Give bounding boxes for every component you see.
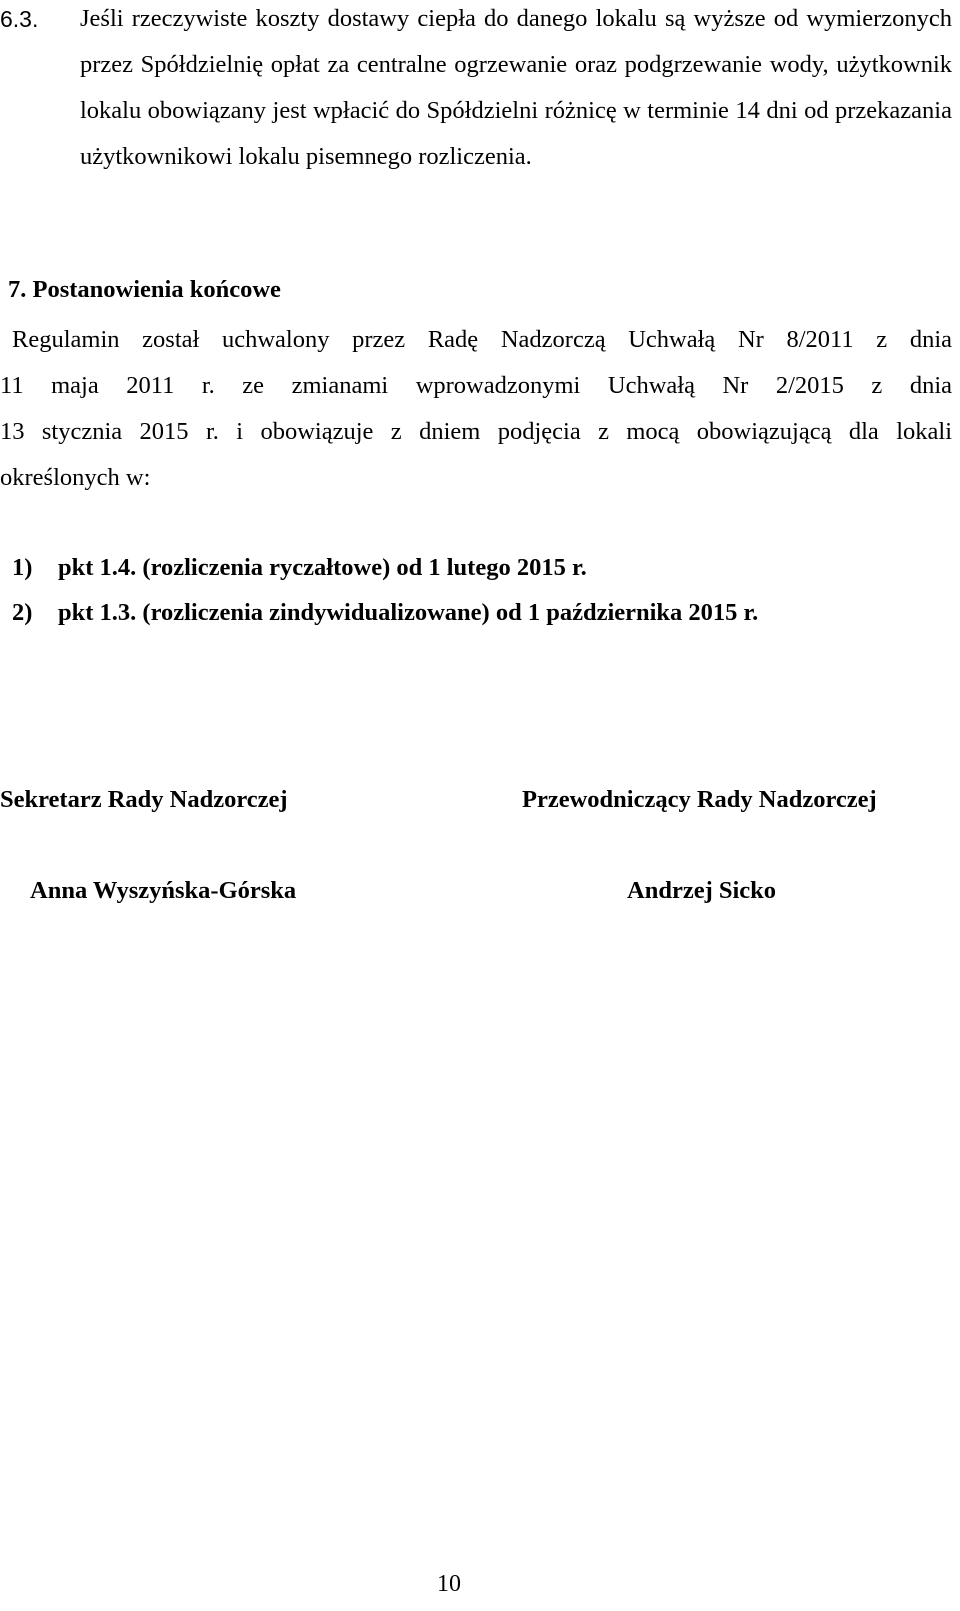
secretary-name: Anna Wyszyńska-Górska: [30, 877, 297, 904]
list-item: [12, 545, 758, 590]
list-item-text: pkt 1.3. (rozliczenia zindywidualizowane) od 1 października 2015 r.: [58, 599, 759, 626]
section-7-line: 11 maja 2011 r. ze zmianami wprowadzonymi Uchwałą Nr 2/2015 z dnia: [0, 372, 952, 399]
chairman-title: Przewodniczący Rady Nadzorczej: [522, 786, 877, 813]
chairman-name: Andrzej Sicko: [627, 877, 777, 904]
section-7-line: Regulamin został uchwalony przez Radę Nadzorczą Uchwałą Nr 8/2011 z dnia: [12, 326, 952, 353]
section-7-heading: 7. Postanowienia końcowe: [8, 276, 281, 303]
list-item-text: pkt 1.4. (rozliczenia ryczałtowe) od 1 lutego 2015 r.: [58, 554, 587, 581]
list-item-marker: 1): [12, 554, 33, 581]
section-6-3-text: Jeśli rzeczywiste koszty dostawy ciepła do danego lokalu są wyższe od wymierzonych przez Spółdzielnię opłat za centralne ogrzewanie oraz podgrzewanie wody, użytkownik lokalu obowiązany jest wpłacić do Spółdzielni różnicę w terminie 14 dni od przekazania użytkownikowi lokalu pisemnego rozliczenia.: [80, 5, 952, 170]
secretary-title: Sekretarz Rady Nadzorczej: [0, 786, 288, 813]
section-7-line: 13 stycznia 2015 r. i obowiązuje z dniem podjęcia z mocą obowiązującą dla lokali: [0, 418, 952, 445]
page-number: 10: [437, 1571, 461, 1597]
list-item-marker: 2): [12, 599, 33, 626]
section-6-3-number: 6.3.: [0, 6, 39, 32]
list-item: [12, 590, 758, 635]
section-6-3: [0, 0, 960, 184]
effective-dates-list: [12, 545, 758, 635]
section-7-paragraph: [0, 317, 952, 501]
section-7-line: określonych w:: [0, 464, 151, 491]
